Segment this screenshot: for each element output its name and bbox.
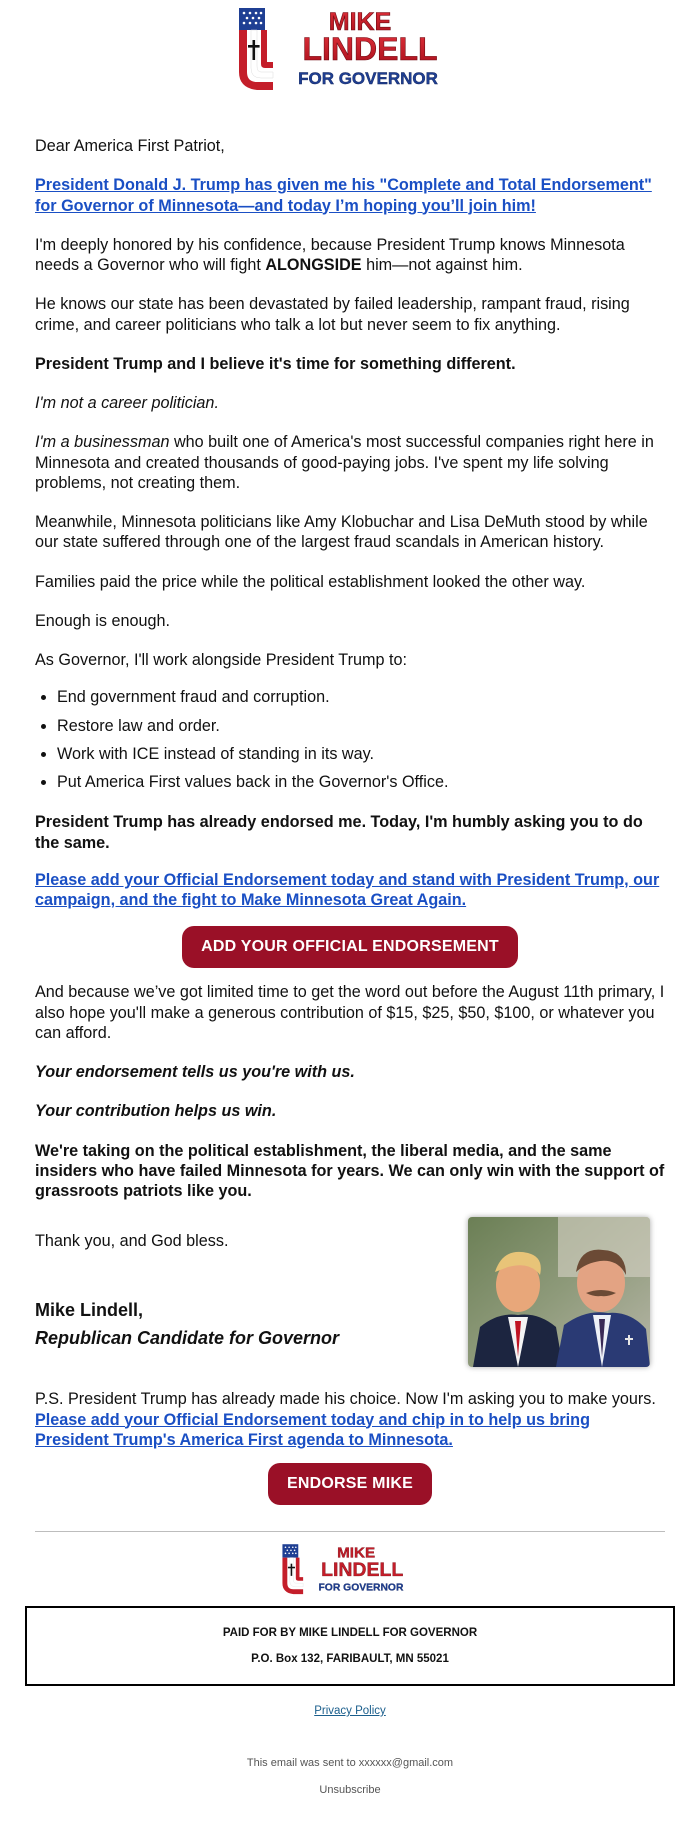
flag-cross-icon [280,1542,420,1600]
headline-endorsement-link[interactable]: President Donald J. Trump has given me his "Complete and Total Endorsement" for Governor of Minnesota—and today I’m hoping you’ll join him! [35,176,652,215]
paragraph-contribution-helps: Your contribution helps us win. [35,1102,277,1121]
signature-name: Mike Lindell, [35,1300,144,1321]
ps-paragraph: P.S. President Trump has already made his choice. Now I'm asking you to make yours. Please add your Official Endorsement today and chip in to help us bring President Trump's America First agenda to Minnesota. [35,1390,656,1449]
flag-cross-icon [235,6,465,98]
greeting: Dear America First Patriot, [35,137,225,155]
signature-title: Republican Candidate for Governor [35,1328,340,1349]
svg-text:LINDELL: LINDELL [321,1558,404,1581]
email-footer [0,1705,700,1796]
svg-text:LINDELL: LINDELL [302,31,438,67]
paragraph-endorsement-tells: Your endorsement tells us you're with us. [35,1063,355,1081]
paragraph-not-career-politician: I'm not a career politician. [35,394,219,412]
agenda-list [35,687,665,792]
paragraph-already-endorsed: President Trump has already endorsed me. Today, I'm humbly asking you to do the same. [35,813,643,852]
unsubscribe-link[interactable]: Unsubscribe [319,1784,381,1796]
list-item: • Work with ICE instead of standing in its way. [57,744,665,764]
mailing-address: P.O. Box 132, FARIBAULT, MN 55021 [251,1653,449,1665]
divider [35,1531,665,1532]
candidate-photo [468,1217,650,1367]
svg-text:FOR GOVERNOR: FOR GOVERNOR [318,1582,404,1594]
endorsement-link[interactable]: Please add your Official Endorsement today and stand with President Trump, our campaign, and the fight to Make Minnesota Great Again. [35,870,660,909]
paragraph-enough: Enough is enough. [35,611,171,630]
campaign-logo-footer [0,1542,700,1600]
alongside-emphasis: ALONGSIDE [265,256,362,274]
list-item: • Put America First values back in the Governor's Office. [57,772,665,792]
ps-endorsement-link[interactable]: Please add your Official Endorsement today and chip in to help us bring President Trump's America First agenda to Minnesota. [35,1410,590,1449]
paragraph-something-different: President Trump and I believe it's time for something different. [35,354,516,373]
svg-text:MIKE: MIKE [328,8,392,36]
svg-text:MIKE: MIKE [337,1544,376,1562]
paragraph-devastated: He knows our state has been devastated by failed leadership, rampant fraud, rising crime, and career politicians who talk a lot but never seem to fix anything. [35,295,630,334]
paragraph-fraud-scandal: Meanwhile, Minnesota politicians like Amy Klobuchar and Lisa DeMuth stood by while our state suffered through one of the largest fraud scandals in American history. [35,513,648,552]
paragraph-businessman: I'm a businessman who built one of America's most successful companies right here in Minnesota and created thousands of good-paying jobs. I've spent my life solving problems, not creating them. [35,433,654,492]
paragraph-as-governor: As Governor, I'll work alongside President Trump to: [35,651,407,669]
paragraph-establishment: We're taking on the political establishment, the liberal media, and the same insiders who have failed Minnesota for years. We can only win with the support of grassroots patriots like you. [35,1141,665,1200]
sent-to-notice: This email was sent to xxxxxx@gmail.com [246,1757,454,1769]
list-item: • Restore law and order. [57,716,665,736]
paid-for-disclaimer [25,1606,675,1686]
letter-body [0,136,700,1505]
svg-text:FOR GOVERNOR: FOR GOVERNOR [298,69,438,88]
add-endorsement-button[interactable]: ADD YOUR OFFICIAL ENDORSEMENT [182,926,518,968]
paid-for-line: PAID FOR BY MIKE LINDELL FOR GOVERNOR [222,1627,478,1639]
campaign-logo-header [0,6,700,98]
email-page [0,6,700,1796]
list-item: • End government fraud and corruption. [57,687,665,707]
privacy-policy-link[interactable]: Privacy Policy [314,1705,386,1717]
closing-thanks: Thank you, and God bless. [35,1232,229,1251]
paragraph-contribution: And because we’ve got limited time to get the word out before the August 11th primary, I also hope you'll make a generous contribution of $15, $25, $50, $100, or whatever you can afford. [35,983,665,1042]
endorse-mike-button[interactable]: ENDORSE MIKE [268,1463,432,1505]
signature-block [35,1217,665,1375]
paragraph-honored: I'm deeply honored by his confidence, because President Trump knows Minnesota needs a Governor who will fight ALONGSIDE him—not against him. [35,235,625,274]
paragraph-families: Families paid the price while the political establishment looked the other way. [35,572,586,591]
